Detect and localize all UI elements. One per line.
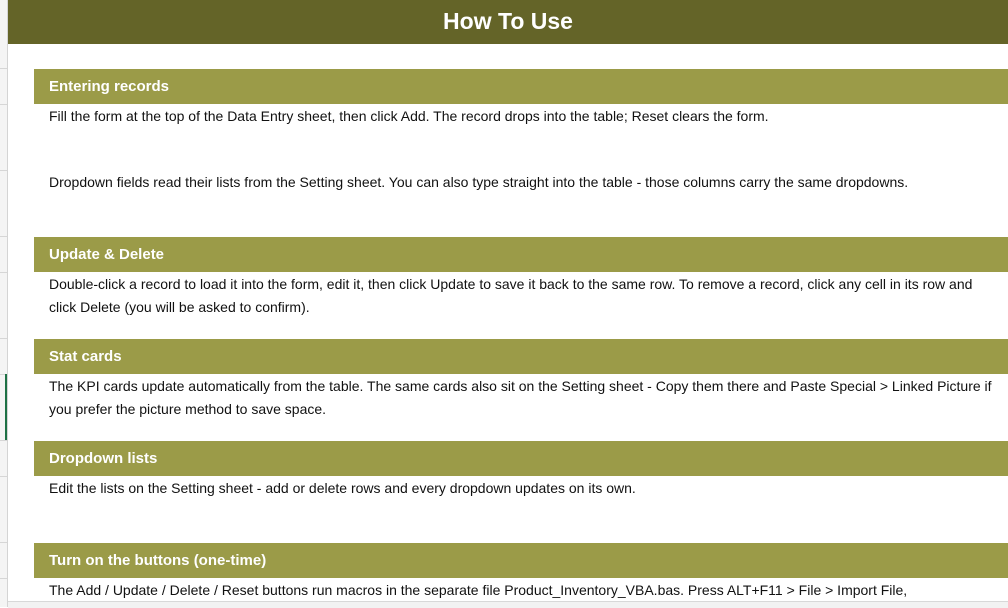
selected-row-indicator	[5, 374, 7, 440]
section-text-update-delete[interactable]: Double-click a record to load it into the form, edit it, then click Update to save it back to the same row. To remove a record, click any cell in its row and click Delete (you will be asked to confirm).	[49, 276, 973, 315]
section-text-stat-cards[interactable]: The KPI cards update automatically from the table. The same cards also sit on the Setting sheet - Copy them there and Paste Special > Linked Picture if you prefer the picture method to save space.	[49, 378, 992, 417]
section-header-entering-records[interactable]: Entering records	[34, 69, 1008, 104]
section-header-stat-cards[interactable]: Stat cards	[34, 339, 1008, 374]
section-header-turn-on-buttons[interactable]: Turn on the buttons (one-time)	[34, 543, 1008, 578]
row-gridline	[0, 68, 7, 69]
section-text-turn-on-buttons[interactable]: The Add / Update / Delete / Reset buttons run macros in the separate file Product_Inventory_VBA.bas. Press ALT+F11 > File > Import File,	[49, 582, 908, 598]
section-text-entering-records-2[interactable]: Dropdown fields read their lists from the Setting sheet. You can also type straight into the table - those columns carry the same dropdowns.	[49, 174, 909, 190]
row-gridline	[0, 236, 7, 237]
row-gridline	[0, 440, 7, 441]
row-gridline	[0, 338, 7, 339]
row-gridline	[0, 542, 7, 543]
row-gridline	[0, 476, 7, 477]
section-text-entering-records-1[interactable]: Fill the form at the top of the Data Entry sheet, then click Add. The record drops into the table; Reset clears the form.	[49, 108, 769, 124]
row-header-strip	[0, 0, 8, 607]
row-gridline	[0, 578, 7, 579]
section-header-update-delete[interactable]: Update & Delete	[34, 237, 1008, 272]
row-gridline	[0, 272, 7, 273]
section-text-dropdown-lists[interactable]: Edit the lists on the Setting sheet - add or delete rows and every dropdown updates on its own.	[49, 480, 636, 496]
row-gridline	[0, 104, 7, 105]
row-gridline	[0, 170, 7, 171]
page-title[interactable]: How To Use	[8, 0, 1008, 44]
section-header-dropdown-lists[interactable]: Dropdown lists	[34, 441, 1008, 476]
